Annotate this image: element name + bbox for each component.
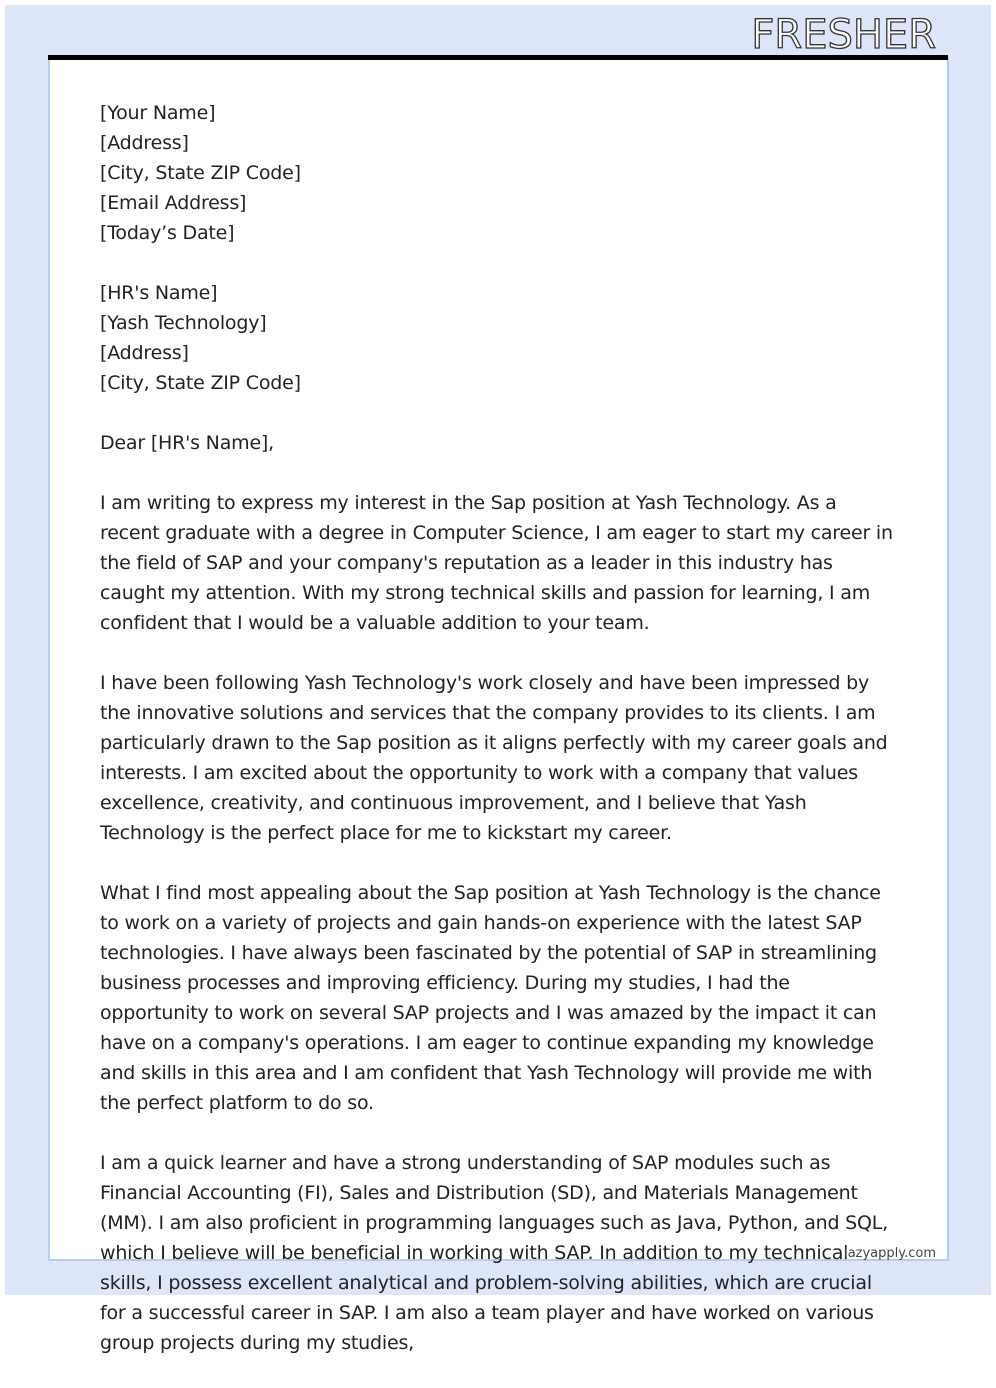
recipient-block bbox=[100, 278, 900, 398]
recipient-company: [Yash Technology] bbox=[100, 312, 267, 334]
recipient-name: [HR's Name] bbox=[100, 282, 218, 304]
cover-letter-body bbox=[100, 98, 900, 1388]
paragraph-4: I am a quick learner and have a strong understanding of SAP modules such as Financial Accounting (FI), Sales and Distribution (SD), and Materials Management (MM). I am also proficient in programming languages such as Java, Python, and SQL, which I believe will be beneficial in working with SAP. In addition to my technical skills, I possess excellent analytical and problem-solving abilities, which are crucial for a successful career in SAP. I am also a team player and have worked on various group projects during my studies, bbox=[100, 1152, 889, 1354]
recipient-city: [City, State ZIP Code] bbox=[100, 372, 301, 394]
recipient-address: [Address] bbox=[100, 342, 189, 364]
salutation: Dear [HR's Name], bbox=[100, 432, 274, 454]
sender-city: [City, State ZIP Code] bbox=[100, 162, 301, 184]
source-watermark: lazyapply.com bbox=[844, 1246, 936, 1261]
paragraph-2: I have been following Yash Technology's work closely and have been impressed by the innovative solutions and services that the company provides to its clients. I am particularly drawn to the Sap position as it aligns perfectly with my career goals and interests. I am excited about the opportunity to work with a company that values excellence, creativity, and continuous improvement, and I believe that Yash Technology is the perfect place for me to kickstart my career. bbox=[100, 672, 888, 844]
paragraph-3: What I find most appealing about the Sap position at Yash Technology is the chance to work on a variety of projects and gain hands-on experience with the latest SAP technologies. I have always been fascinated by the potential of SAP in streamlining business processes and improving efficiency. During my studies, I had the opportunity to work on several SAP projects and I was amazed by the impact it can have on a company's operations. I am eager to continue expanding my knowledge and skills in this area and I am confident that Yash Technology will provide me with the perfect platform to do so. bbox=[100, 882, 881, 1114]
letter-date: [Today’s Date] bbox=[100, 222, 235, 244]
fresher-badge: FRESHER bbox=[751, 12, 936, 58]
sender-email: [Email Address] bbox=[100, 192, 247, 214]
sender-name: [Your Name] bbox=[100, 102, 216, 124]
sender-address: [Address] bbox=[100, 132, 189, 154]
paragraph-1: I am writing to express my interest in the Sap position at Yash Technology. As a recent graduate with a degree in Computer Science, I am eager to start my career in the field of SAP and your company's reputation as a leader in this industry has caught my attention. With my strong technical skills and passion for learning, I am confident that I would be a valuable addition to your team. bbox=[100, 492, 893, 634]
sender-block bbox=[100, 98, 900, 248]
